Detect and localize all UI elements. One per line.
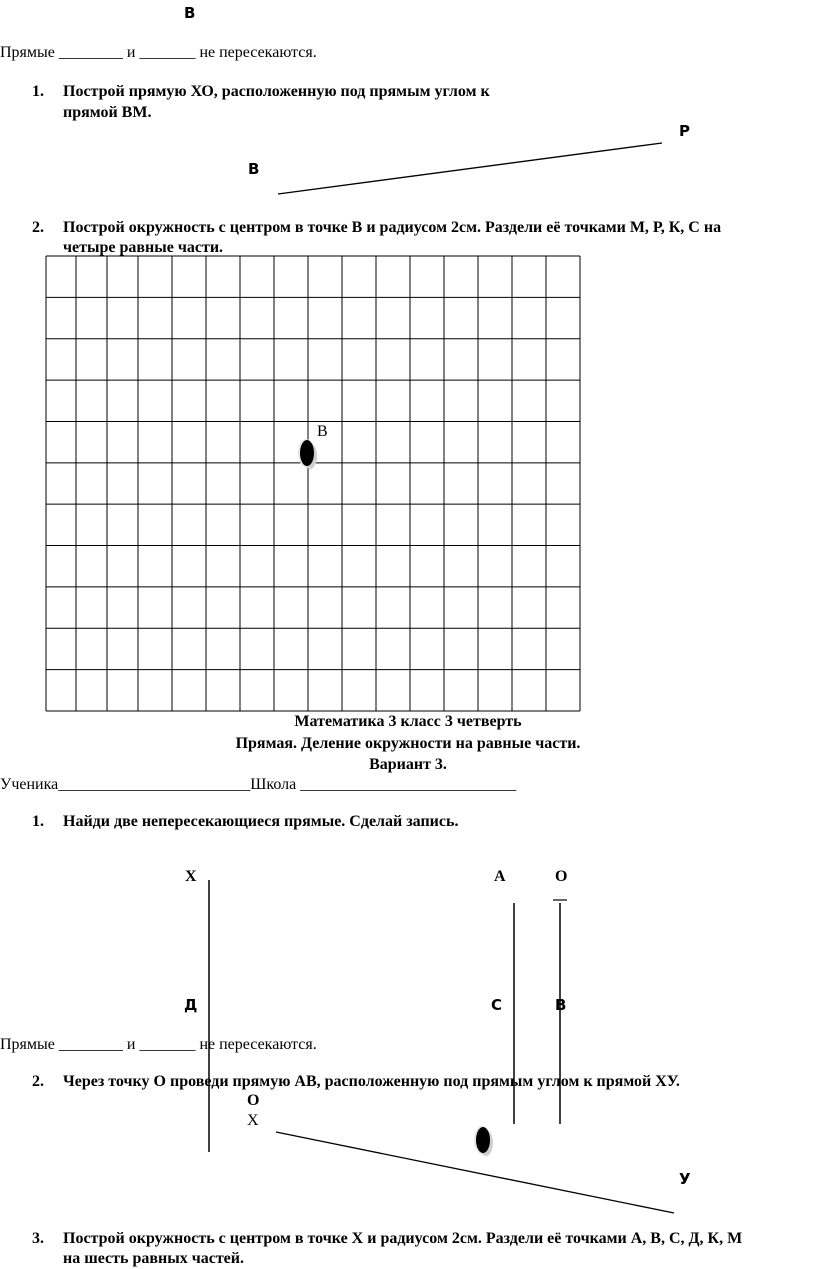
label-a: А <box>494 868 506 885</box>
task-number: 1. <box>32 813 44 830</box>
label-c: С <box>491 996 503 1014</box>
line-xy <box>276 1132 674 1213</box>
sentence-suffix: не пересекаются. <box>199 44 317 61</box>
student-name-blank[interactable]: ________________________ <box>58 776 251 793</box>
task-text-line-2: четыре равные части. <box>63 239 224 256</box>
grid-point-label: В <box>317 423 328 440</box>
label-o-point: О <box>247 1092 260 1109</box>
sentence-prefix: Прямые <box>0 1036 55 1053</box>
label-b: В <box>248 160 260 178</box>
label-y: У <box>679 1170 691 1188</box>
answer-blank-1[interactable]: ________ <box>58 1036 123 1053</box>
task-text: Найди две непересекающиеся прямые. Сделай запись. <box>63 813 459 830</box>
point-b-marker <box>300 440 314 466</box>
task-text-line-1: Построй прямую ХО, расположенную под прямым углом к <box>63 83 490 100</box>
student-line <box>0 776 516 794</box>
label-x: Х <box>185 868 197 885</box>
worksheet-title: Математика 3 класс 3 четверть <box>294 713 522 730</box>
answer-blank-2[interactable]: _______ <box>139 1036 196 1053</box>
task-text-line-1: Построй окружность с центром в точке В и радиусом 2см. Раздели её точками М, Р, К, С на <box>63 219 722 236</box>
sentence-and: и <box>126 44 136 61</box>
answer-blank-2[interactable]: _______ <box>139 44 196 61</box>
label-x-point: Х <box>247 1112 259 1129</box>
school-label: Школа <box>250 776 297 793</box>
worksheet-variant: Вариант 3. <box>369 756 447 773</box>
label-p: Р <box>679 122 690 140</box>
top-letter: В <box>184 4 196 22</box>
sentence-suffix: не пересекаются. <box>199 1036 317 1053</box>
student-label: Ученика <box>0 776 59 793</box>
label-v: В <box>555 996 567 1014</box>
non-intersecting-sentence-2 <box>0 1036 317 1054</box>
task-number: 1. <box>32 83 44 100</box>
task-number: 2. <box>32 219 44 236</box>
point-o-marker <box>476 1127 490 1153</box>
label-d: Д <box>184 996 198 1014</box>
worksheet-topic: Прямая. Деление окружности на равные части. <box>235 735 581 752</box>
squared-grid <box>46 256 580 711</box>
line-bm <box>278 143 662 194</box>
task-text-line-2: прямой ВМ. <box>63 104 152 121</box>
answer-blank-1[interactable]: ________ <box>58 44 123 61</box>
sentence-and: и <box>126 1036 136 1053</box>
task-text-line-1: Построй окружность с центром в точке Х и радиусом 2см. Раздели её точками А, В, С, Д, К, М <box>63 1230 743 1247</box>
school-blank[interactable]: ___________________________ <box>300 776 517 793</box>
task-text: Через точку О проведи прямую АВ, расположенную под прямым углом к прямой ХУ. <box>63 1073 680 1090</box>
task-text-line-2: на шесть равных частей. <box>63 1250 244 1267</box>
sentence-prefix: Прямые <box>0 44 55 61</box>
task-number: 3. <box>32 1230 44 1247</box>
task-number: 2. <box>32 1073 44 1090</box>
label-o: О <box>555 868 568 885</box>
